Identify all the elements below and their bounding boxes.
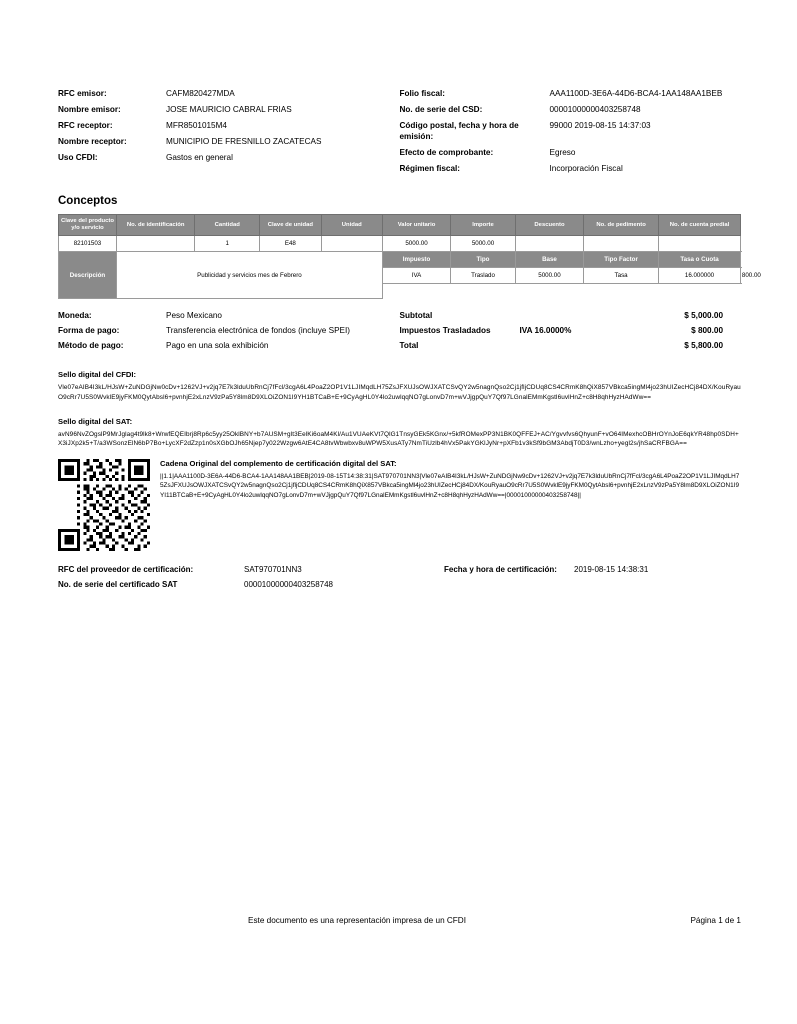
filler-cell [584, 283, 659, 299]
field-forma-pago [58, 326, 400, 335]
field-efecto-comprobante [400, 147, 742, 158]
field-label: Nombre receptor: [58, 137, 127, 147]
field-label: Moneda: [58, 311, 92, 321]
conceptos-title: Conceptos [58, 195, 118, 208]
footer-page-number: Página 1 de 1 [690, 916, 741, 925]
field-value: MFR8501015M4 [166, 121, 227, 131]
field-label: Folio fiscal: [399, 89, 445, 98]
field-rfc-receptor [58, 120, 400, 131]
conceptos-header-row [59, 215, 741, 236]
cell-tipo-factor: Tasa [584, 267, 659, 283]
col-identificacion: No. de identificación [116, 215, 194, 236]
field-label: Método de pago: [58, 341, 124, 351]
cell-valor-unitario: 5000.00 [382, 235, 450, 251]
page-footer [58, 916, 741, 925]
field-value: MUNICIPIO DE FRESNILLO ZACATECAS [166, 137, 322, 147]
col-clave-unidad: Clave de unidad [260, 215, 321, 236]
cell-cuenta-predial [659, 235, 741, 251]
field-value: Transferencia electrónica de fondos (incluye SPEI) [166, 326, 351, 336]
cell-impuesto: IVA [382, 267, 450, 283]
col-tipo-factor: Tipo Factor [584, 251, 659, 267]
field-value: Incorporación Fiscal [549, 164, 623, 174]
field-label: No. de serie del certificado SAT [58, 579, 178, 589]
cadena-value: ||1.1|AAA1100D-3E6A-44D6-BCA4-1AA148AA1BEB|2019-08-15T14:38:31|SAT970701NN3|Vle07eAIB4I3kL/HJsW+ZuNDGjNw9cDv+1262VJ+v2jq7E7k3lduUbRnCj7fFcl/3cgA6L4PoaZ2OP1V1LJIMqdLH75ZsJFXUJsOWJXATCSvQY2w5nagnQso2Cj1jfljCDUq8CS4CRmK8hQiX857VBkca5ingMl4jo23hUIZecHCj84DX/KouRyauO9cRr7U5S0WvklE9jyFKM0QytAbsl6+pvnhjE2xLnzV9zPa5Y8lm8D9XLOiZON1I9YI11BTCaB+E+9CyAgHL0Y4lo2uwlqqNO7gLonvD7m+wVJjgpQuY7Qf97LGnalEMmKgstl6uvlHnZ+c8H8qhHyzHAdWw==|00001000000403258748|| [160, 472, 740, 500]
row-serie-certificado-sat [58, 580, 741, 589]
footer-note: Este documento es una representación impresa de un CFDI [248, 916, 466, 925]
field-label: Nombre emisor: [58, 105, 121, 115]
field-value: 99000 2019-08-15 14:37:03 [549, 121, 651, 131]
field-value: 2019-08-15 14:38:31 [574, 564, 649, 574]
field-value: Peso Mexicano [166, 311, 222, 321]
field-uso-cfdi [58, 152, 400, 163]
row-subtotal [400, 311, 742, 320]
total-amount: $ 5,000.00 [684, 311, 723, 321]
col-base: Base [515, 251, 583, 267]
field-label: Efecto de comprobante: [399, 148, 494, 158]
cell-clave-unidad: E48 [260, 235, 321, 251]
totals-amounts [400, 311, 742, 356]
field-moneda [58, 311, 400, 320]
table-row [59, 235, 741, 251]
field-codigo-postal-fecha [400, 120, 742, 142]
field-label: Fecha y hora de certificación: [444, 564, 557, 574]
col-pedimento: No. de pedimento [584, 215, 659, 236]
cell-clave-producto: 82101503 [59, 235, 117, 251]
field-nombre-receptor [58, 136, 400, 147]
row-impuestos-trasladados [400, 326, 742, 335]
field-value: SAT970701NN3 [244, 564, 302, 574]
total-label: Impuestos Trasladados [399, 326, 491, 336]
filler-cell [382, 283, 450, 299]
col-tipo: Tipo [451, 251, 516, 267]
total-detail: IVA 16.0000% [519, 326, 572, 336]
filler-cell [659, 283, 741, 299]
field-label: Régimen fiscal: [399, 164, 461, 174]
total-amount: $ 5,800.00 [684, 341, 723, 351]
cell-importe: 5000.00 [451, 235, 516, 251]
col-cantidad: Cantidad [195, 215, 260, 236]
sello-cfdi-title: Sello digital del CFDI: [58, 370, 137, 380]
col-impuesto: Impuesto [382, 251, 450, 267]
row-total [400, 341, 742, 350]
field-value: Gastos en general [166, 153, 233, 163]
row-proveedor-certificacion [58, 565, 741, 574]
filler-cell [451, 283, 516, 299]
header-block [58, 88, 741, 179]
cell-base: 5000.00 [515, 267, 583, 283]
col-tasa-cuota: Tasa o Cuota [659, 251, 741, 267]
field-label: RFC del proveedor de certificación: [58, 564, 194, 574]
certification-block [58, 459, 741, 551]
cell-unidad [321, 235, 382, 251]
certification-meta [58, 565, 741, 589]
field-rfc-emisor [58, 88, 400, 99]
cell-tipo: Traslado [451, 267, 516, 283]
field-label: Código postal, fecha y hora de emisión: [399, 121, 519, 142]
field-label: RFC receptor: [58, 121, 113, 131]
field-serie-csd [400, 104, 742, 115]
col-clave-producto: Clave del producto y/o servicio [59, 215, 117, 236]
cell-tasa-cuota: 16.000000 [659, 267, 741, 283]
field-label: RFC emisor: [58, 89, 107, 98]
cadena-original-block [160, 459, 741, 551]
descripcion-value: Publicidad y servicios mes de Febrero [116, 251, 382, 299]
col-cuenta-predial: No. de cuenta predial [659, 215, 741, 236]
cell-descuento [515, 235, 583, 251]
field-regimen-fiscal [400, 163, 742, 174]
cadena-title: Cadena Original del complemento de certificación digital del SAT: [160, 458, 397, 468]
descripcion-label: Descripción [59, 251, 117, 299]
field-value: JOSE MAURICIO CABRAL FRIAS [166, 105, 292, 115]
field-label: Uso CFDI: [58, 153, 98, 163]
field-label: No. de serie del CSD: [399, 105, 483, 115]
sello-cfdi-value: Vle07eAIB4I3kL/HJsW+ZuNDGjNw0cDv+1262VJ+v2jq7E7k3lduUbRnCj7fFcl/3cgA6L4PoaZ2OP1V1LJIMqdLH75ZsJFXUJsOWJXATCSvQY2w5nagnQso2Cj1jfljCDUq8CS4CRmK8hQiX857VBkca5ingMl4jo23hUIZecHCj84DX/KouRyauO9cRr7U5S0WvklE9jyFKM0QytAbsl6+pvnhjE2xLnzV9zPa5Y8lm8D9XLOiZON1I9YH1BTCaB+E+9CyAgHL0Y4lo2uwlqqNO7gLonvD7m+wVJjgpQuY7Qf97LGnalEMmKgstl6uvlHnZ+c8H8qhHyzHAdWw== [58, 384, 741, 402]
field-value: CAFM820427MDA [166, 89, 235, 98]
field-metodo-pago [58, 341, 400, 350]
descripcion-impuestos-row [59, 251, 741, 267]
filler-cell [515, 283, 583, 299]
invoice-content [58, 88, 765, 595]
field-value: 00001000000403258748 [244, 579, 333, 589]
field-folio-fiscal [400, 88, 742, 99]
cell-identificacion [116, 235, 194, 251]
conceptos-table [58, 214, 765, 299]
header-right-column [400, 88, 742, 179]
sello-sat-value: avN96NvZOgslP9MrJglag4t9lk8+WrwfEQEIbrj8Rp6c5yy25OklBNY+b7AUSM+glt3EelKi6oaM4Kl/Au1VUAeKVt7QlG1TnsyGEk5KGnx/+5kfROMexPP3N1BK0QFFEJ+AC/Ygvvfvs6QhyunF+vO64IMexhcOBHrOYnJoE6qkYR48hp0SDH+X3iJXp2k5+T/a3WSonzElN6bP7Bo+LycXF2dZzp1n0sXGbOJh65Njep7y022Wzgw6AtE4CA8tvWbwbxv8uWPW5XusATy7NmTiUzlb4hVx5PakYGKlJyNr+pXFb1v3kSf9bGM3AbdjT0D3/wnLzho+yegl2s/jhSaCRFBGA== [58, 430, 739, 448]
cell-pedimento [584, 235, 659, 251]
col-unidad: Unidad [321, 215, 382, 236]
col-descuento: Descuento [515, 215, 583, 236]
field-value: 00001000000403258748 [549, 105, 641, 115]
payment-info [58, 311, 400, 356]
header-left-column [58, 88, 400, 179]
col-valor-unitario: Valor unitario [382, 215, 450, 236]
field-nombre-emisor [58, 104, 400, 115]
field-label: Forma de pago: [58, 326, 120, 336]
qr-code-icon [58, 459, 150, 551]
field-value: AAA1100D-3E6A-44D6-BCA4-1AA148AA1BEB [549, 89, 723, 98]
totals-block [58, 311, 741, 356]
total-label: Total [399, 341, 419, 351]
field-value: Pago en una sola exhibición [166, 341, 269, 351]
col-importe: Importe [451, 215, 516, 236]
field-value: Egreso [549, 148, 576, 158]
total-amount: $ 800.00 [691, 326, 723, 336]
sello-sat-title: Sello digital del SAT: [58, 416, 133, 426]
cell-cantidad: 1 [195, 235, 260, 251]
total-label: Subtotal [399, 311, 433, 321]
